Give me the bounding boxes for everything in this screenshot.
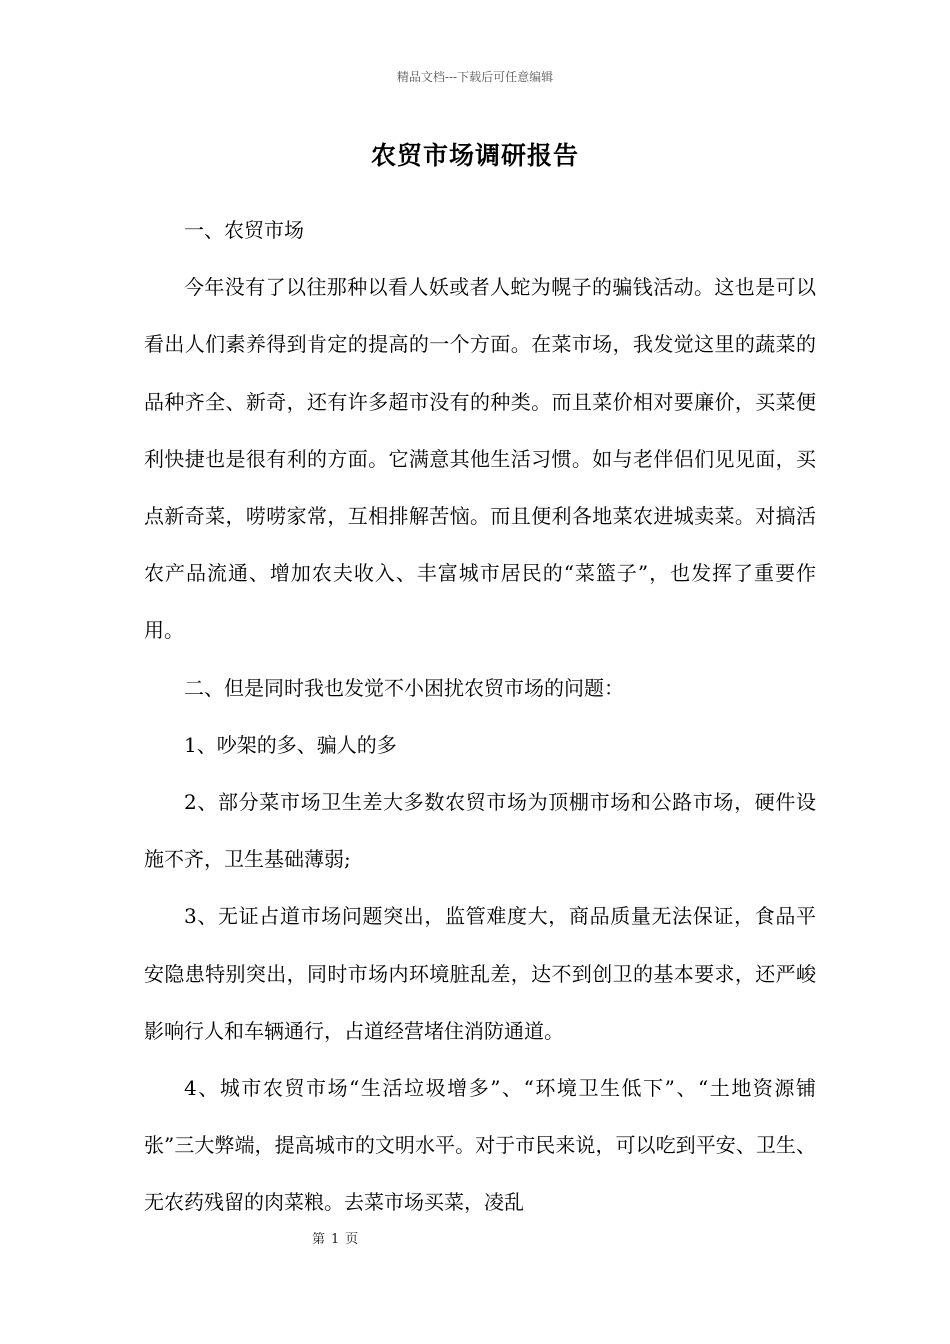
section-heading: 二、但是同时我也发觉不小困扰农贸市场的问题： [184, 675, 624, 700]
document-body [144, 202, 816, 1232]
list-item: 1、吵架的多、骗人的多 [184, 732, 397, 757]
page-prefix: 第 [312, 1232, 326, 1247]
list-item: 3、无证占道市场问题突出，监管难度大，商品质量无法保证，食品平安隐患特别突出，同时市场内环境脏乱差，达不到创卫的基本要求，还严峻影响行人和车辆通行，占道经营堵住消防通道。 [144, 904, 816, 1043]
list-item: 4、城市农贸市场“生活垃圾增多”、“环境卫生低下”、“土地资源铺张”三大弊端，提高城市的文明水平。对于市民来说，可以吃到平安、卫生、无农药残留的肉菜粮。去菜市场买菜，凌乱 [144, 1076, 816, 1215]
paragraph: 今年没有了以往那种以看人妖或者人蛇为幌子的骗钱活动。这也是可以看出人们素养得到肯定的提高的一个方面。在菜市场，我发觉这里的蔬菜的品种齐全、新奇，还有许多超市没有的种类。而且菜价相对要廉价，买菜便利快捷也是很有利的方面。它满意其他生活习惯。如与老伴侣们见见面，买点新奇菜，唠唠家常，互相排解苦恼。而且便利各地菜农进城卖菜。对搞活农产品流通、增加农夫收入、丰富城市居民的“菜篮子”，也发挥了重要作用。 [144, 275, 816, 643]
page-suffix: 页 [345, 1232, 359, 1247]
document-title: 农贸市场调研报告 [370, 141, 579, 170]
page-number-value: 1 [331, 1232, 340, 1247]
header-note: 精品文档---下载后可任意编辑 [396, 70, 554, 84]
page-number [312, 1228, 432, 1247]
list-item: 2、部分菜市场卫生差大多数农贸市场为顶棚市场和公路市场，硬件设施不齐，卫生基础薄弱; [144, 790, 816, 872]
section-heading: 一、农贸市场 [184, 218, 304, 242]
